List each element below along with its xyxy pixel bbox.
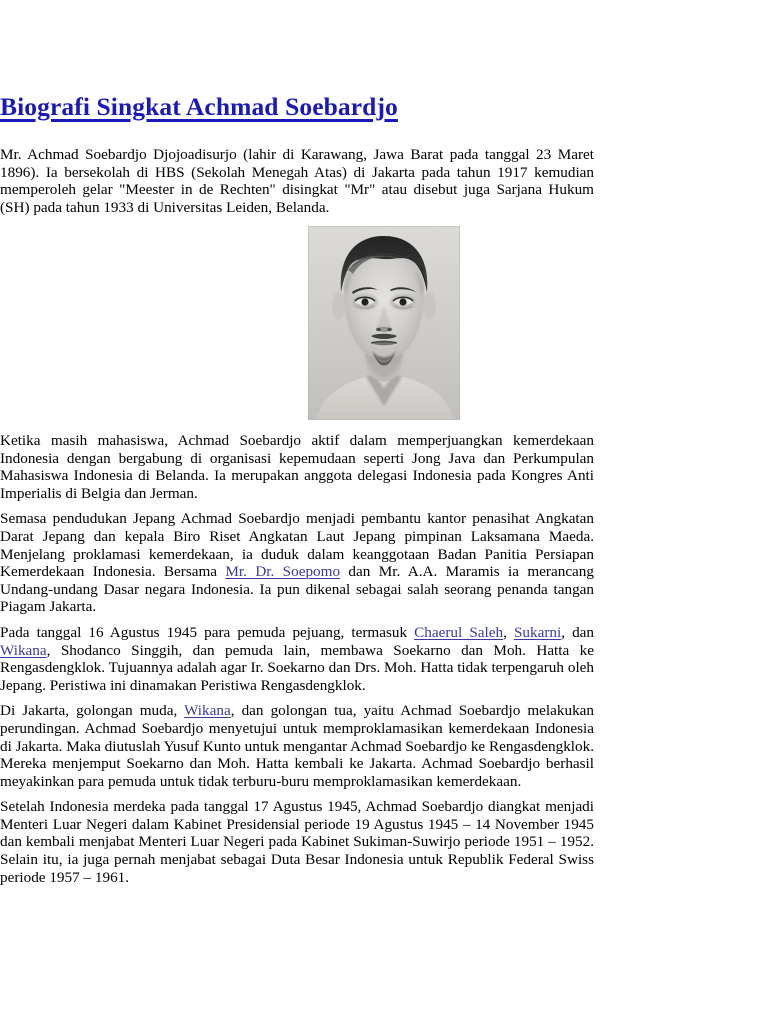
portrait-photo-graphic	[308, 226, 460, 420]
paragraph-1-text: Mr. Achmad Soebardjo Djojoadisurjo (lahir di Karawang, Jawa Barat pada tanggal 23 Maret 1896). Ia bersekolah di HBS (Sekolah Menegah Atas) di Jakarta pada tahun 1917 kemudian memperoleh gelar "Meester in de Rechten" disingkat "Mr" atau disebut juga Sarjana Hukum (SH) pada tahun 1933 di Universitas Leiden, Belanda.	[0, 146, 594, 216]
paragraph-3	[0, 510, 594, 616]
paragraph-4-text-c: , dan	[561, 623, 595, 641]
paragraph-6	[0, 798, 594, 886]
link-sukarni[interactable]: Sukarni	[513, 623, 562, 641]
body-paragraph-block	[0, 432, 594, 886]
paragraph-4-text-a: Pada tanggal 16 Agustus 1945 para pemuda pejuang, termasuk	[0, 623, 415, 641]
link-chaerul-saleh[interactable]: Chaerul Saleh	[414, 623, 504, 641]
page-title: Biografi Singkat Achmad Soebardjo	[0, 92, 398, 121]
paragraph-6-text: Setelah Indonesia merdeka pada tanggal 17 Agustus 1945, Achmad Soebardjo diangkat menjadi Menteri Luar Negeri dalam Kabinet Presidensial periode 19 Agustus 1945 – 14 November 1945 dan kembali menjabat Menteri Luar Negeri pada Kabinet Sukiman-Suwirjo periode 1951 – 1952. Selain itu, ia juga pernah menjabat sebagai Duta Besar Indonesia untuk Republik Federal Swiss periode 1957 – 1961.	[0, 798, 594, 886]
paragraph-4-text-d: , Shodanco Singgih, dan pemuda lain, membawa Soekarno dan Moh. Hatta ke Rengasdengklok. Tujuannya adalah agar Ir. Soekarno dan Drs. Moh. Hatta tidak terpengaruh oleh Jepang. Peristiwa ini dinamakan Peristiwa Rengasdengklok.	[0, 641, 594, 694]
link-wikana-2[interactable]: Wikana	[184, 702, 231, 720]
link-wikana-1[interactable]: Wikana	[0, 641, 47, 659]
paragraph-4-text-b: ,	[503, 623, 514, 641]
paragraph-5-text-a: Di Jakarta, golongan muda,	[0, 702, 185, 720]
paragraph-4	[0, 624, 594, 694]
paragraph-2	[0, 432, 594, 502]
paragraph-2-text: Ketika masih mahasiswa, Achmad Soebardjo aktif dalam memperjuangkan kemerdekaan Indonesia dengan bergabung di organisasi kepemudaan seperti Jong Java dan Perkumpulan Mahasiswa Indonesia di Belanda. Ia merupakan anggota delegasi Indonesia pada Kongres Anti Imperialis di Belgia dan Jerman.	[0, 432, 594, 502]
paragraph-3-text-a: Semasa pendudukan Jepang Achmad Soebardjo menjadi pembantu kantor penasihat Angkatan Darat Jepang dan kepala Biro Riset Angkatan Laut Jepang pimpinan Laksamana Maeda. Menjelang proklamasi kemerdekaan, ia duduk dalam keanggotaan Badan Panitia Persiapan Kemerdekaan Indonesia. Bersama	[0, 510, 594, 581]
intro-paragraph-block	[0, 146, 594, 216]
paragraph-5-text-b: , dan golongan tua, yaitu Achmad Soebardjo melakukan perundingan. Achmad Soebardjo menyetujui untuk memproklamasikan kemerdekaan Indonesia di Jakarta. Maka diutuslah Yusuf Kunto untuk mengantar Achmad Soebardjo ke Rengasdengklok. Mereka menjemput Soekarno dan Moh. Hatta kembali ke Jakarta. Achmad Soebardjo berhasil meyakinkan para pemuda untuk tidak terburu-buru memproklamasikan kemerdekaan.	[0, 702, 595, 790]
portrait-photo	[308, 226, 460, 420]
paragraph-5	[0, 702, 594, 790]
paragraph-3-text-b: dan Mr. A.A. Maramis ia merancang Undang-undang Dasar negara Indonesia. Ia pun dikenal sebagai salah seorang penanda tangan Piagam Jakarta.	[0, 563, 594, 616]
paragraph-1	[0, 146, 594, 216]
link-mr-dr-soepomo[interactable]: Mr. Dr. Soepomo	[225, 563, 341, 581]
